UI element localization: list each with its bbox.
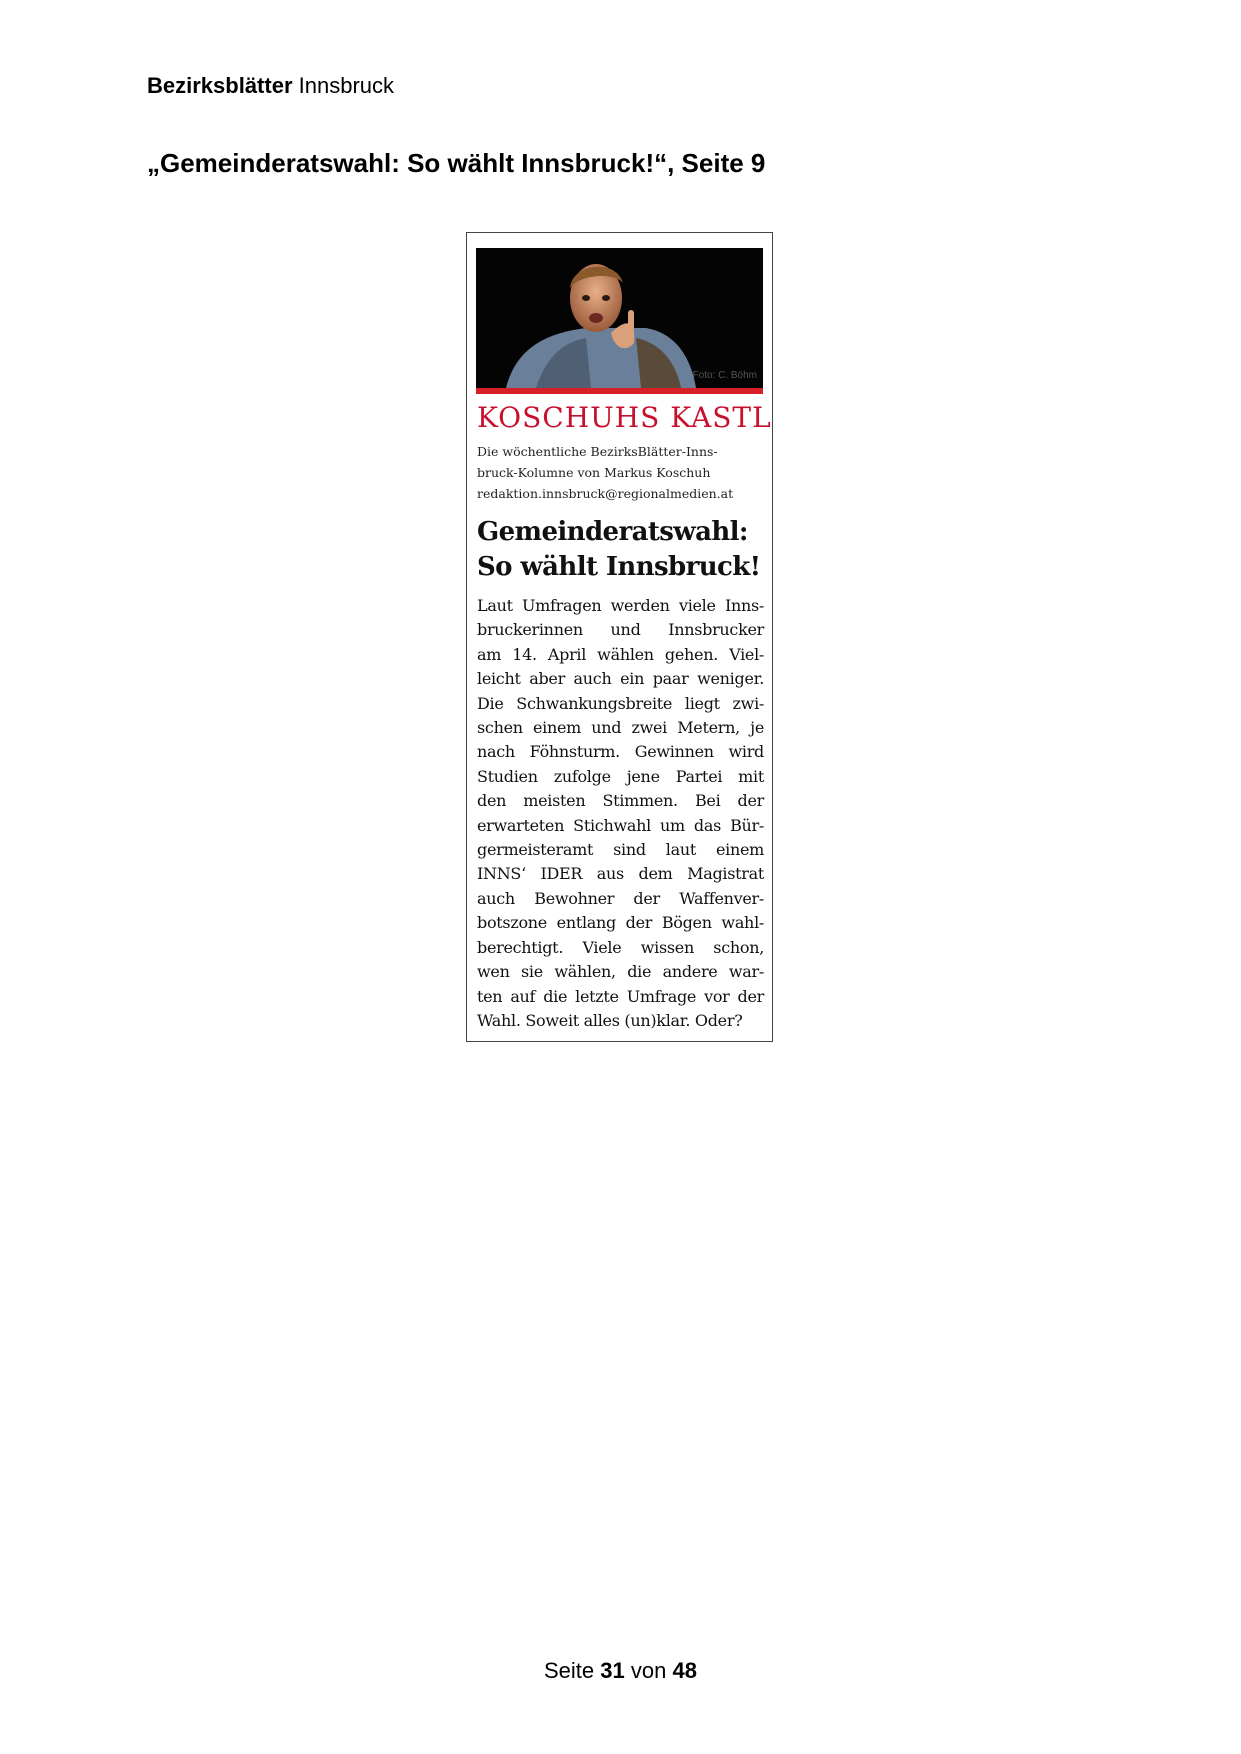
body-line: auch Bewohner der Waffenver- — [477, 888, 764, 908]
body-line: bruckerinnen und Innsbrucker — [477, 620, 764, 640]
page-footer — [0, 1658, 1241, 1684]
column-title: KOSCHUHS KASTL — [477, 401, 772, 434]
article-body — [477, 594, 764, 1033]
body-line: den meisten Stimmen. Bei der — [477, 791, 764, 811]
body-line: wen sie wählen, die andere war- — [477, 962, 764, 982]
portrait-illustration — [476, 248, 763, 388]
byline-line: bruck-Kolumne von Markus Koschuh — [477, 465, 711, 480]
body-line: Wahl. Soweit alles (un)klar. Oder? — [477, 1010, 743, 1030]
body-line: nach Föhnsturm. Gewinnen wird — [477, 742, 764, 762]
headline-line: Gemeinderatswahl: — [477, 517, 748, 547]
body-line: Die Schwankungsbreite liegt zwi- — [477, 693, 764, 713]
page-total: 48 — [672, 1658, 697, 1683]
body-line: Laut Umfragen werden viele Inns- — [477, 596, 764, 615]
photo-credit: Foto: C. Böhm — [692, 370, 757, 381]
newspaper-clipping — [466, 232, 773, 1042]
body-line: botszone entlang der Bögen wahl- — [477, 913, 764, 933]
body-line: erwarteten Stichwahl um das Bür- — [477, 815, 764, 835]
byline-line: Die wöchentliche BezirksBlätter-Inns- — [477, 444, 718, 459]
byline — [477, 441, 767, 504]
body-line: INNS‘ IDER aus dem Magistrat — [477, 864, 764, 884]
body-line: am 14. April wählen gehen. Viel- — [477, 644, 764, 664]
page-number: 31 — [600, 1658, 625, 1683]
footer-middle: von — [630, 1658, 667, 1683]
red-divider — [476, 388, 763, 394]
publication-header — [147, 73, 394, 99]
article-headline — [477, 515, 769, 585]
publication-region: Innsbruck — [298, 73, 395, 98]
body-line: berechtigt. Viele wissen schon, — [477, 937, 764, 957]
byline-email: redaktion.innsbruck@regionalmedien.at — [477, 486, 734, 501]
body-line: germeisteramt sind laut einem — [477, 840, 764, 860]
body-line: schen einem und zwei Metern, je — [477, 718, 764, 738]
body-line: leicht aber auch ein paar weniger. — [477, 669, 764, 689]
publication-name: Bezirksblätter — [147, 73, 293, 98]
footer-prefix: Seite — [544, 1658, 595, 1683]
document-title: „Gemeinderatswahl: So wählt Innsbruck!“, Seite 9 — [147, 148, 766, 178]
author-photo — [476, 248, 763, 388]
headline-line: So wählt Innsbruck! — [477, 552, 761, 582]
body-line: Studien zufolge jene Partei mit — [477, 766, 764, 786]
body-line: ten auf die letzte Umfrage vor der — [477, 986, 764, 1006]
